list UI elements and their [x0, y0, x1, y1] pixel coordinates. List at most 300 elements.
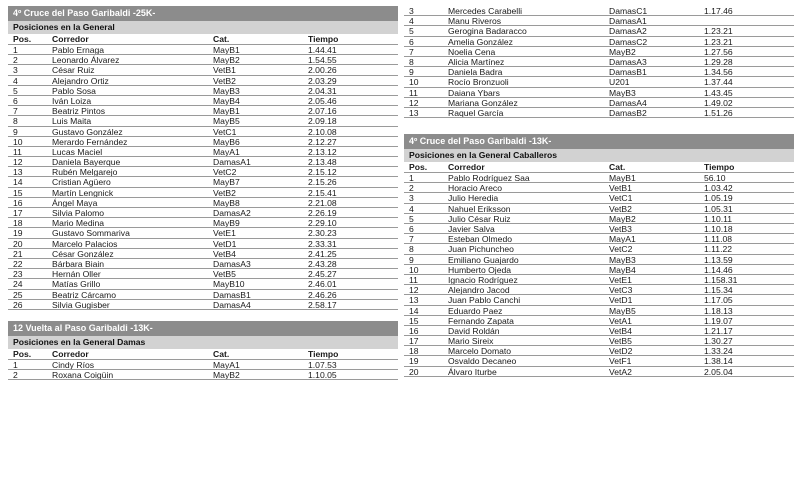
row-tiempo: 1.27.56 [704, 46, 733, 57]
row-pos: 10 [13, 136, 23, 147]
row-corredor: Merardo Fernández [52, 136, 128, 147]
row-tiempo: 1.10.18 [704, 224, 733, 234]
table-row [8, 116, 398, 126]
row-pos: 3 [409, 193, 414, 204]
table-row [404, 234, 794, 244]
table-row [404, 214, 794, 224]
table-row [404, 255, 794, 265]
row-corredor: Esteban Olmedo [448, 234, 513, 245]
row-pos: 5 [409, 26, 414, 37]
row-pos: 12 [409, 285, 419, 296]
row-corredor: Marcelo Domato [448, 346, 512, 357]
row-corredor: Alejandro Ortiz [52, 75, 109, 86]
row-corredor: Gustavo Sommariva [52, 228, 130, 239]
header-pos: Pos. [13, 348, 32, 359]
row-corredor: Daniela Badra [448, 67, 503, 78]
row-corredor: Bárbara Biain [52, 258, 105, 269]
row-corredor: David Roldán [448, 325, 500, 336]
table-row [8, 147, 398, 157]
caballeros-subtitle: Posiciones en la General Caballeros [404, 149, 794, 162]
row-cat: VetA1 [609, 315, 632, 326]
row-corredor: Juan Pablo Canchi [448, 295, 521, 306]
table-row [8, 106, 398, 116]
table-row [8, 96, 398, 106]
row-cat: MayB3 [609, 87, 636, 98]
row-pos: 16 [13, 197, 23, 208]
row-corredor: Cindy Ríos [52, 359, 95, 370]
general-results-table [8, 6, 398, 310]
row-tiempo: 2.30.23 [308, 228, 337, 239]
row-corredor: Mercedes Carabelli [448, 6, 523, 16]
header-cat: Cat. [213, 34, 230, 44]
row-cat: MayB2 [213, 370, 240, 381]
table-row [8, 45, 398, 55]
table-header [8, 349, 398, 360]
row-tiempo: 2.05.04 [704, 366, 733, 377]
row-cat: DamasA1 [213, 157, 251, 168]
row-corredor: Mario Medina [52, 218, 105, 229]
row-cat: MayB4 [609, 264, 636, 275]
table-header [8, 34, 398, 45]
table-body [8, 45, 398, 310]
row-corredor: Rubén Melgarejo [52, 167, 118, 178]
row-cat: VetD1 [609, 295, 633, 306]
row-tiempo: 1.13.59 [704, 254, 733, 265]
row-pos: 3 [13, 65, 18, 76]
table-row [8, 76, 398, 86]
row-pos: 9 [409, 67, 414, 78]
row-corredor: Emiliano Guajardo [448, 254, 519, 265]
row-corredor: Lucas Maciel [52, 146, 103, 157]
row-cat: VetC1 [609, 193, 633, 204]
row-corredor: Nahuel Eriksson [448, 203, 511, 214]
row-corredor: Gerogina Badaracco [448, 26, 527, 37]
row-cat: VetE1 [213, 228, 236, 239]
row-corredor: Roxana Coigüin [52, 370, 114, 381]
row-cat: DamasA4 [213, 299, 251, 310]
row-cat: VetC2 [609, 244, 633, 255]
row-tiempo: 1.37.44 [704, 77, 733, 88]
row-tiempo: 2.10.08 [308, 126, 337, 137]
header-pos: Pos. [409, 162, 428, 173]
header-tiempo: Tiempo [704, 162, 735, 173]
table-row [404, 108, 794, 118]
row-pos: 10 [409, 264, 419, 275]
row-tiempo: 2.15.12 [308, 167, 337, 178]
table-row [8, 55, 398, 65]
row-corredor: Cristian Agüero [52, 177, 111, 188]
row-tiempo: 1.33.24 [704, 346, 733, 357]
table-row [8, 360, 398, 370]
row-corredor: Ignacio Rodríguez [448, 274, 518, 285]
row-cat: VetB3 [609, 224, 632, 234]
row-pos: 19 [409, 356, 419, 367]
row-corredor: Mariana González [448, 97, 518, 108]
table-row [8, 157, 398, 167]
row-cat: VetB1 [609, 183, 632, 194]
table-row [404, 306, 794, 316]
row-pos: 6 [409, 36, 414, 47]
row-corredor: César González [52, 248, 114, 259]
table-row [404, 47, 794, 57]
right-column [404, 6, 794, 377]
row-corredor: Gustavo González [52, 126, 123, 137]
header-corredor: Corredor [52, 348, 89, 359]
row-pos: 19 [13, 228, 23, 239]
row-tiempo: 2.58.17 [308, 299, 337, 310]
row-corredor: Amelia González [448, 36, 513, 47]
header-cat: Cat. [609, 162, 626, 173]
row-pos: 12 [13, 157, 23, 168]
row-pos: 26 [13, 299, 23, 310]
row-pos: 11 [409, 87, 418, 98]
row-corredor: Pablo Sosa [52, 85, 96, 96]
row-tiempo: 2.09.18 [308, 116, 337, 127]
row-pos: 1 [409, 173, 414, 184]
row-tiempo: 1.14.46 [704, 264, 733, 275]
row-pos: 11 [13, 146, 22, 157]
table-row [404, 88, 794, 98]
row-cat: DamasA1 [609, 16, 647, 27]
left-column [8, 6, 398, 380]
row-cat: VetD1 [213, 238, 237, 249]
table-row [404, 356, 794, 366]
row-pos: 8 [13, 116, 18, 127]
row-tiempo: 2.15.26 [308, 177, 337, 188]
table-header [404, 162, 794, 173]
table-row [404, 6, 794, 16]
row-cat: MayA1 [213, 359, 240, 370]
row-tiempo: 1.17.05 [704, 295, 733, 306]
row-tiempo: 2.29.10 [308, 218, 337, 229]
row-tiempo: 1.23.21 [704, 26, 733, 37]
row-cat: VetB4 [609, 325, 632, 336]
row-pos: 5 [13, 85, 18, 96]
table-row [404, 16, 794, 26]
row-tiempo: 2.46.26 [308, 289, 337, 300]
row-tiempo: 1.21.17 [704, 325, 733, 336]
row-pos: 7 [409, 234, 414, 245]
row-pos: 21 [13, 248, 23, 259]
table-row [404, 67, 794, 77]
row-pos: 9 [13, 126, 18, 137]
row-cat: MayB9 [213, 218, 240, 229]
row-corredor: Pablo Ernaga [52, 45, 105, 55]
table-row [8, 269, 398, 279]
row-tiempo: 2.46.01 [308, 279, 337, 290]
table-body [404, 6, 794, 118]
row-tiempo: 1.49.02 [704, 97, 733, 108]
row-cat: VetB5 [213, 269, 236, 280]
row-pos: 13 [409, 107, 419, 118]
row-cat: MayB7 [213, 177, 240, 188]
row-cat: MayB2 [213, 55, 240, 66]
row-tiempo: 1.44.41 [308, 45, 337, 55]
row-pos: 2 [13, 370, 18, 381]
row-cat: VetC1 [213, 126, 237, 137]
row-pos: 14 [13, 177, 23, 188]
row-corredor: Julio Heredia [448, 193, 499, 204]
row-pos: 24 [13, 279, 23, 290]
table-row [404, 346, 794, 356]
table-row [8, 188, 398, 198]
row-corredor: Daniela Bayerque [52, 157, 121, 168]
table-row [404, 193, 794, 203]
row-pos: 20 [409, 366, 419, 377]
row-cat: DamasC2 [609, 36, 648, 47]
table-body [404, 173, 794, 377]
row-tiempo: 2.13.12 [308, 146, 337, 157]
table-row [404, 275, 794, 285]
row-corredor: Silvia Gugisber [52, 299, 110, 310]
table-row [8, 198, 398, 208]
row-cat: DamasB2 [609, 107, 647, 118]
table-row [404, 204, 794, 214]
table-row [404, 183, 794, 193]
table-row [404, 244, 794, 254]
row-corredor: Juan Pichuncheo [448, 244, 514, 255]
table-row [8, 259, 398, 269]
table-row [404, 98, 794, 108]
row-cat: MayB2 [609, 46, 636, 57]
row-cat: DamasB1 [213, 289, 251, 300]
row-tiempo: 2.07.16 [308, 106, 337, 117]
row-corredor: César Ruiz [52, 65, 95, 76]
table-row [8, 239, 398, 249]
row-pos: 5 [409, 213, 414, 224]
row-pos: 22 [13, 258, 23, 269]
row-pos: 6 [409, 224, 414, 234]
table-row [8, 279, 398, 289]
row-pos: 7 [409, 46, 414, 57]
damas-results-continued [404, 6, 794, 118]
row-corredor: Luis Maita [52, 116, 92, 127]
row-tiempo: 2.43.28 [308, 258, 337, 269]
table-row [8, 218, 398, 228]
table-row [8, 228, 398, 238]
table-row [8, 65, 398, 75]
row-cat: DamasB1 [609, 67, 647, 78]
row-tiempo: 1.43.45 [704, 87, 733, 98]
row-cat: VetB2 [609, 203, 632, 214]
row-corredor: Julio César Ruiz [448, 213, 511, 224]
row-tiempo: 1.29.28 [704, 56, 733, 67]
row-pos: 23 [13, 269, 23, 280]
damas-subtitle: Posiciones en la General Damas [8, 336, 398, 349]
table-row [8, 167, 398, 177]
row-tiempo: 1.10.11 [704, 213, 733, 224]
header-cat: Cat. [213, 348, 230, 359]
row-cat: MayB3 [213, 85, 240, 96]
caballeros-results-table [404, 134, 794, 377]
row-tiempo: 1.158.31 [704, 274, 738, 285]
row-tiempo: 2.15.41 [308, 187, 337, 198]
row-corredor: Horacio Areco [448, 183, 502, 194]
row-corredor: Leonardo Álvarez [52, 55, 120, 66]
row-cat: DamasA2 [609, 26, 647, 37]
row-cat: VetF1 [609, 356, 632, 367]
row-cat: VetD2 [609, 346, 633, 357]
row-pos: 10 [409, 77, 419, 88]
table-row [8, 249, 398, 259]
row-cat: DamasA2 [213, 208, 251, 218]
row-cat: U201 [609, 77, 630, 88]
row-pos: 7 [13, 106, 18, 117]
row-corredor: Javier Salva [448, 224, 495, 234]
row-cat: MayB2 [609, 213, 636, 224]
table-row [404, 316, 794, 326]
table-row [8, 177, 398, 187]
row-cat: DamasA4 [609, 97, 647, 108]
row-cat: VetC2 [213, 167, 237, 178]
table-row [404, 326, 794, 336]
row-pos: 18 [13, 218, 23, 229]
row-pos: 17 [13, 208, 23, 218]
row-corredor: Raquel García [448, 107, 504, 118]
row-tiempo: 1.19.07 [704, 315, 733, 326]
row-tiempo: 1.51.26 [704, 107, 733, 118]
row-pos: 2 [13, 55, 18, 66]
table-row [404, 336, 794, 346]
row-corredor: Beatriz Pintos [52, 106, 106, 117]
row-tiempo: 1.05.19 [704, 193, 733, 204]
row-tiempo: 2.05.46 [308, 95, 337, 106]
table-row [404, 173, 794, 183]
row-cat: VetB4 [213, 248, 236, 259]
row-tiempo: 1.23.21 [704, 36, 733, 47]
row-pos: 8 [409, 56, 414, 67]
row-tiempo: 1.38.14 [704, 356, 733, 367]
row-cat: MayB8 [213, 197, 240, 208]
row-pos: 13 [13, 167, 23, 178]
row-pos: 4 [409, 203, 414, 214]
row-pos: 17 [409, 336, 419, 347]
header-corredor: Corredor [448, 162, 485, 173]
table-row [8, 290, 398, 300]
row-corredor: Silvia Palomo [52, 208, 105, 218]
row-pos: 20 [13, 238, 23, 249]
row-corredor: Manu Riveros [448, 16, 502, 27]
row-corredor: Marcelo Palacios [52, 238, 118, 249]
row-corredor: Ángel Maya [52, 197, 98, 208]
row-tiempo: 1.17.46 [704, 6, 733, 16]
row-pos: 2 [409, 183, 414, 194]
row-corredor: Fernando Zapata [448, 315, 514, 326]
row-tiempo: 2.12.27 [308, 136, 337, 147]
table-row [8, 370, 398, 380]
row-pos: 1 [13, 45, 18, 55]
row-corredor: Martín Lengnick [52, 187, 114, 198]
row-cat: MayB10 [213, 279, 245, 290]
row-tiempo: 1.11.22 [704, 244, 733, 255]
row-pos: 11 [409, 274, 418, 285]
row-tiempo: 1.54.55 [308, 55, 337, 66]
row-corredor: Matías Grillo [52, 279, 101, 290]
row-tiempo: 2.04.31 [308, 85, 337, 96]
row-pos: 15 [409, 315, 419, 326]
table-row [404, 37, 794, 47]
row-tiempo: 2.13.48 [308, 157, 337, 168]
table-row [404, 26, 794, 36]
row-tiempo: 2.41.25 [308, 248, 337, 259]
row-cat: MayB5 [609, 305, 636, 316]
row-corredor: Álvaro Iturbe [448, 366, 497, 377]
table-row [404, 77, 794, 87]
row-corredor: Alejandro Jacod [448, 285, 510, 296]
row-corredor: Mario Sireix [448, 336, 494, 347]
row-pos: 4 [409, 16, 414, 27]
row-cat: DamasA3 [609, 56, 647, 67]
general-subtitle: Posiciones en la General [8, 21, 398, 34]
row-tiempo: 2.03.29 [308, 75, 337, 86]
row-pos: 18 [409, 346, 419, 357]
table-body [8, 360, 398, 380]
row-corredor: Daiana Ybars [448, 87, 500, 98]
row-cat: VetC3 [609, 285, 633, 296]
row-cat: MayB1 [213, 45, 240, 55]
race-title-25k: 4º Cruce del Paso Garibaldi -25K- [8, 6, 398, 21]
row-cat: MayB3 [609, 254, 636, 265]
row-cat: MayB6 [213, 136, 240, 147]
row-cat: MayB1 [213, 106, 240, 117]
table-row [8, 208, 398, 218]
row-pos: 4 [13, 75, 18, 86]
row-tiempo: 56.10 [704, 173, 726, 184]
row-cat: VetB1 [213, 65, 236, 76]
row-tiempo: 1.05.31 [704, 203, 733, 214]
header-corredor: Corredor [52, 34, 89, 44]
row-tiempo: 2.21.08 [308, 197, 337, 208]
row-tiempo: 1.34.56 [704, 67, 733, 78]
header-pos: Pos. [13, 34, 32, 44]
table-row [404, 224, 794, 234]
row-corredor: Osvaldo Decaneo [448, 356, 517, 367]
row-tiempo: 1.11.08 [704, 234, 733, 245]
row-cat: MayB1 [609, 173, 636, 184]
row-corredor: Beatriz Cárcamo [52, 289, 116, 300]
table-row [404, 265, 794, 275]
row-pos: 9 [409, 254, 414, 265]
row-tiempo: 1.15.34 [704, 285, 733, 296]
header-tiempo: Tiempo [308, 348, 339, 359]
table-row [8, 127, 398, 137]
row-cat: VetA2 [609, 366, 632, 377]
race-title-13k-cruce: 4º Cruce del Paso Garibaldi -13K- [404, 134, 794, 149]
row-pos: 15 [13, 187, 23, 198]
row-pos: 16 [409, 325, 419, 336]
row-tiempo: 2.45.27 [308, 269, 337, 280]
row-pos: 12 [409, 97, 419, 108]
row-corredor: Rocío Bronzuoli [448, 77, 509, 88]
damas-results-table [8, 321, 398, 380]
row-corredor: Iván Loiza [52, 95, 92, 106]
row-corredor: Humberto Ojeda [448, 264, 512, 275]
row-cat: MayA1 [213, 146, 240, 157]
row-corredor: Noelia Cena [448, 46, 496, 57]
row-cat: DamasC1 [609, 6, 648, 16]
table-row [8, 300, 398, 310]
row-cat: MayB5 [213, 116, 240, 127]
row-cat: VetB5 [609, 336, 632, 347]
row-cat: VetB2 [213, 187, 236, 198]
row-cat: VetB2 [213, 75, 236, 86]
row-tiempo: 2.33.31 [308, 238, 337, 249]
row-pos: 1 [13, 359, 18, 370]
table-row [404, 285, 794, 295]
row-tiempo: 2.00.26 [308, 65, 337, 76]
table-row [404, 367, 794, 377]
row-tiempo: 2.26.19 [308, 208, 337, 218]
